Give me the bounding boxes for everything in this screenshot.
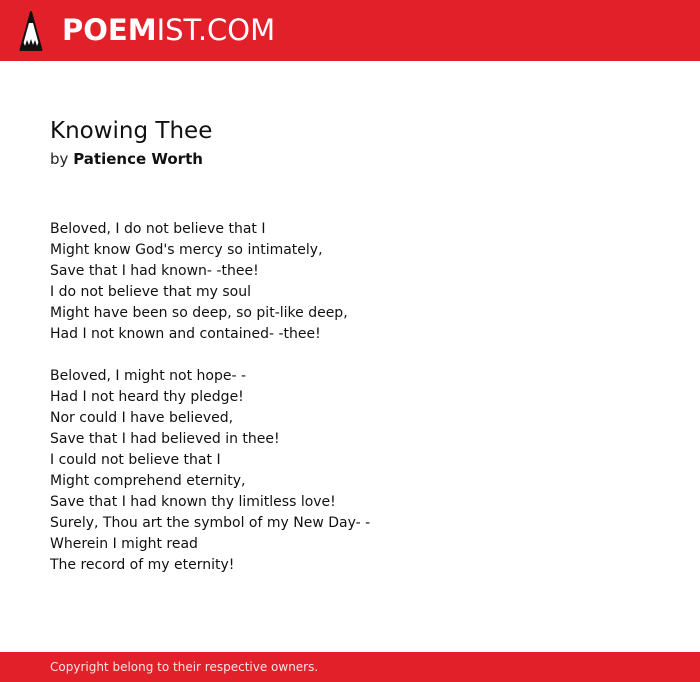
- poem-line: Might have been so deep, so pit-like deep,: [50, 305, 348, 321]
- poem-line: Beloved, I do not believe that I: [50, 221, 266, 237]
- byline-prefix: by: [50, 150, 69, 168]
- site-logo-link[interactable]: [18, 0, 275, 61]
- site-wordmark: [62, 13, 276, 47]
- site-header: [0, 0, 700, 61]
- poem-stanza-1: [50, 219, 670, 345]
- poem-line: Wherein I might read: [50, 536, 198, 552]
- site-name-bold: POEM: [62, 13, 157, 47]
- poem-line: Had I not heard thy pledge!: [50, 389, 244, 405]
- poem-line: Save that I had known thy limitless love!: [50, 494, 336, 510]
- poem-line: I could not believe that I: [50, 452, 221, 468]
- poem-line: Nor could I have believed,: [50, 410, 234, 426]
- copyright-notice: Copyright belong to their respective owners.: [50, 660, 319, 674]
- poem-line: Might know God's mercy so intimately,: [50, 242, 323, 258]
- pencil-icon: [18, 10, 44, 52]
- poem-line: Beloved, I might not hope- -: [50, 368, 247, 384]
- poem-title: Knowing Thee: [50, 118, 213, 144]
- poem-line: I do not believe that my soul: [50, 284, 251, 300]
- poem-line: Save that I had believed in thee!: [50, 431, 280, 447]
- poem-byline: [50, 148, 203, 170]
- site-name-light: IST.COM: [156, 13, 276, 47]
- site-footer: [0, 652, 700, 682]
- poem-body: [50, 219, 670, 597]
- poem-author: Patience Worth: [73, 150, 203, 168]
- poem-line: Surely, Thou art the symbol of my New Day- -: [50, 515, 371, 531]
- poem-line: The record of my eternity!: [50, 557, 235, 573]
- poem-stanza-2: [50, 366, 670, 576]
- poem-line: Had I not known and contained- -thee!: [50, 326, 321, 342]
- poem-line: Save that I had known- -thee!: [50, 263, 259, 279]
- poem-line: Might comprehend eternity,: [50, 473, 246, 489]
